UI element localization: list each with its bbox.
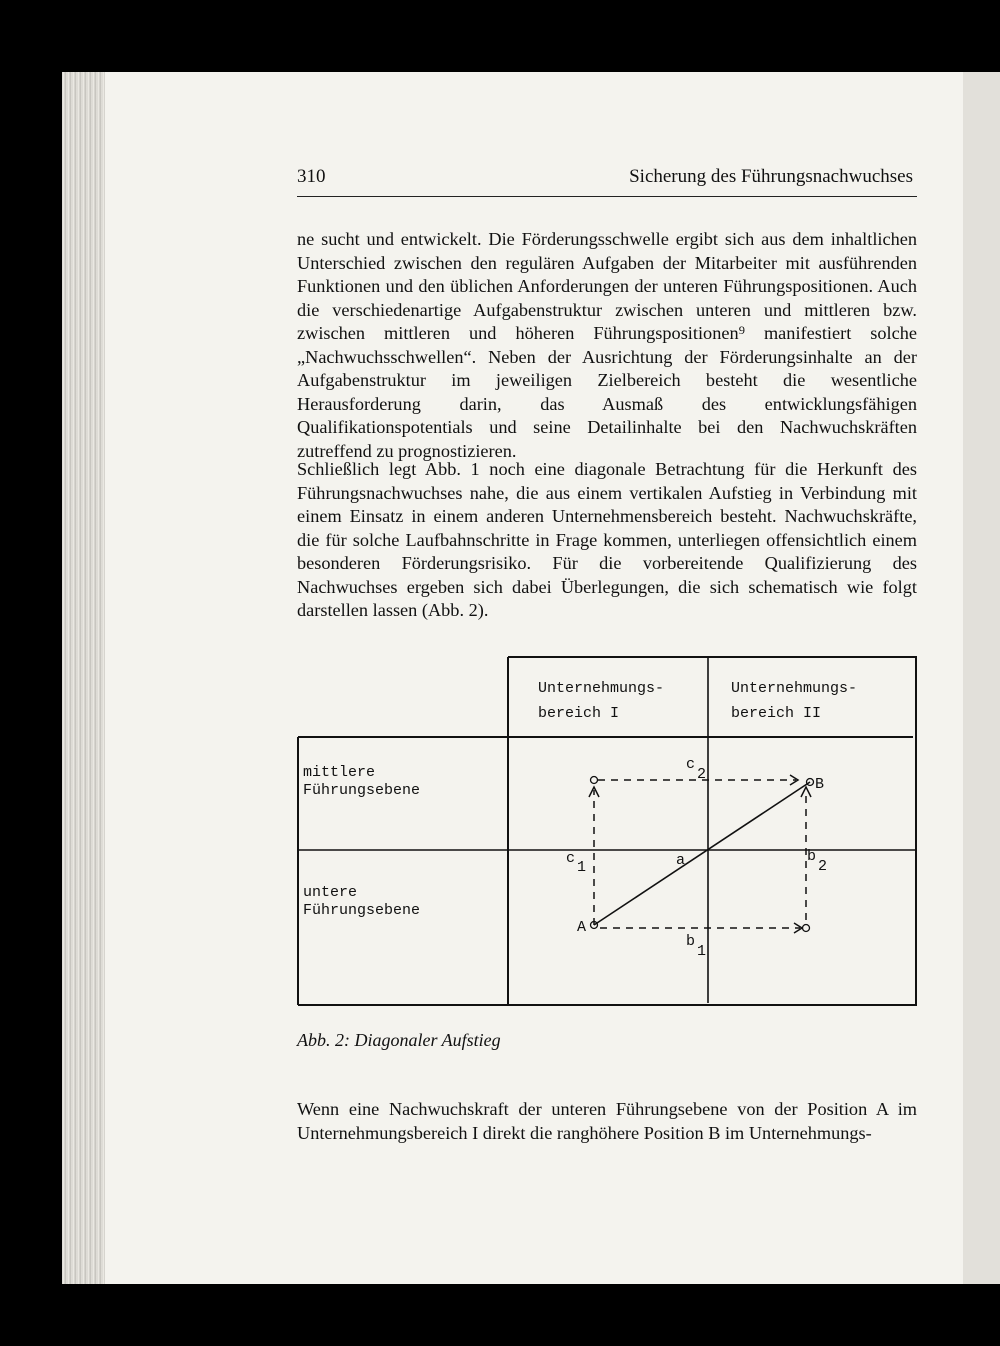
paragraph-1: ne sucht und entwickelt. Die Förderungsschwelle ergibt sich aus dem inhaltlichen Unterschied zwischen den regulären Aufgaben der Mitarbeiter mit ausführenden Funktionen und den üblichen Anforderungen der unteren Führungspositionen. Auch die verschiedenartige Aufgabenstruktur zwischen unteren und mittleren bzw. zwischen mittleren und höheren Führungspositionen⁹ manifestiert solche „Nachwuchsschwellen“. Neben der Ausrichtung der Förderungsinhalte an der Aufgabenstruktur im jeweiligen Zielbereich besteht die wesentliche Herausforderung darin, das Ausmaß des entwicklungsfähigen Qualifikationspotentials und seine Detailinhalte bei den Nachwuchskräften zutreffend zu prognostizieren. [297, 229, 917, 461]
label-b2-subscript: 2 [818, 858, 828, 875]
row-label-1-line-2: Führungsebene [303, 782, 421, 799]
label-c1: c [566, 850, 576, 867]
label-c1-subscript: 1 [577, 859, 587, 876]
label-b2: b [807, 848, 817, 865]
column-header-1-line-2: bereich I [538, 705, 620, 722]
row-label-2-line-2: Führungsebene [303, 902, 421, 919]
arrowhead-b2 [801, 787, 811, 797]
column-header-2-line-2: bereich II [731, 705, 822, 722]
running-title: Sicherung des Führungsnachwuchses [629, 166, 913, 187]
label-a: a [676, 852, 686, 869]
node-intermediate-b [803, 925, 810, 932]
label-b1-subscript: 1 [697, 943, 707, 960]
node-intermediate-c [591, 777, 598, 784]
label-A: A [577, 919, 587, 936]
paragraph-2: Schließlich legt Abb. 1 noch eine diagonale Betrachtung für die Herkunft des Führungsnachwuchses nahe, die aus einem vertikalen Aufstieg in Verbindung mit einem Einsatz in einem anderen Unternehmensbereich besteht. Nachwuchskräfte, die für solche Laufbahnschritte in Frage kommen, unterliegen offensichtlich einem besonderen Förderungsrisiko. Für die vorbereitende Qualifizierung des Nachwuchses ergeben sich dabei Überlegungen, die sich schematisch wie folgt darstellen lassen (Abb. 2). [297, 459, 917, 620]
column-header-1-line-1: Unternehmungs- [538, 680, 665, 697]
figure-caption: Abb. 2: Diagonaler Aufstieg [297, 1030, 501, 1050]
paragraph-3: Wenn eine Nachwuchskraft der unteren Führungsebene von der Position A im Unternehmungsbereich I direkt die ranghöhere Position B im Unternehmungs- [297, 1099, 917, 1143]
row-label-2-line-1: untere [303, 884, 358, 901]
label-c2: c [686, 756, 696, 773]
label-b1: b [686, 933, 696, 950]
label-c2-subscript: 2 [697, 766, 707, 783]
page-number: 310 [297, 166, 326, 187]
column-header-2-line-1: Unternehmungs- [731, 680, 858, 697]
row-label-1-line-1: mittlere [303, 764, 376, 781]
label-B: B [815, 776, 825, 793]
diagonal-path-a [594, 782, 810, 925]
